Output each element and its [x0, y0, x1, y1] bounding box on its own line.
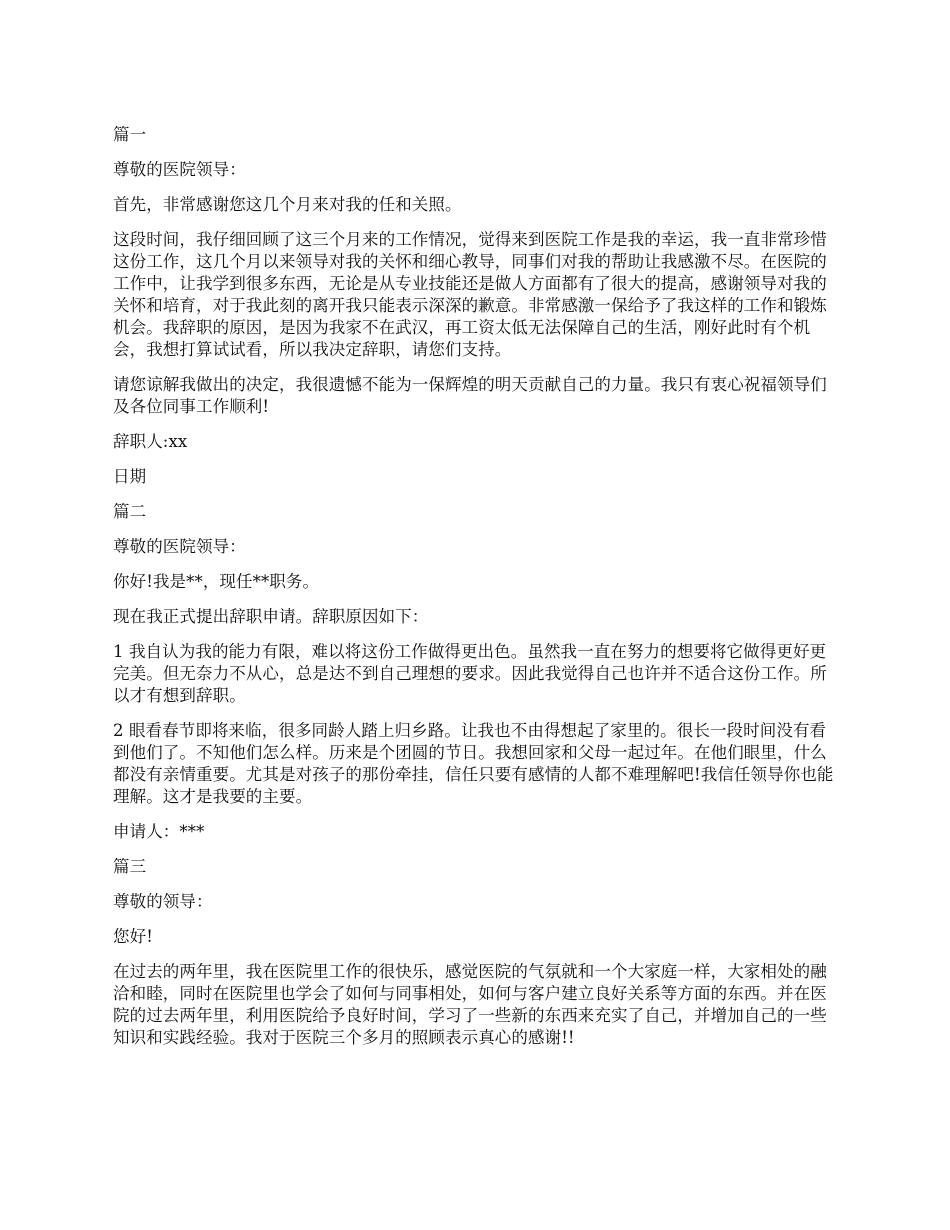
greeting-line: 您好!	[113, 927, 153, 946]
section-heading-1: 篇一	[113, 125, 147, 144]
signature-line: 辞职人:xx	[113, 432, 188, 451]
section-heading-2: 篇二	[113, 502, 147, 521]
document-body	[113, 124, 840, 1062]
body-paragraph: 现在我正式提出辞职申请。辞职原因如下：	[113, 607, 429, 626]
reason-item-1: 1 我自认为我的能力有限，难以将这份工作做得更出色。虽然我一直在努力的想要将它做得更好更完美。但无奈力不从心，总是达不到自己理想的要求。因此我觉得自己也许并不适合这份工作。所以才有想到辞职。	[113, 642, 827, 705]
section-heading-3: 篇三	[113, 857, 147, 876]
date-line: 日期	[113, 467, 147, 486]
salutation-1: 尊敬的医院领导：	[113, 160, 246, 179]
body-paragraph: 在过去的两年里，我在医院里工作的很快乐，感觉医院的气氛就和一个大家庭一样，大家相处的融洽和睦，同时在医院里也学会了如何与同事相处，如何与客户建立良好关系等方面的东西。并在医院的过去两年里，利用医院给予良好时间，学习了一些新的东西来充实了自己，并增加自己的一些知识和实践经验。我对于医院三个多月的照顾表示真心的感谢!!	[113, 962, 827, 1047]
salutation-3: 尊敬的领导：	[113, 892, 213, 911]
body-paragraph: 这段时间，我仔细回顾了这三个月来的工作情况，觉得来到医院工作是我的幸运，我一直非常珍惜这份工作，这几个月以来领导对我的关怀和细心教导，同事们对我的帮助让我感激不尽。在医院的工作中，让我学到很多东西，无论是从专业技能还是做人方面都有了很大的提高，感谢领导对我的关怀和培育，对于我此刻的离开我只能表示深深的歉意。非常感激一保给予了我这样的工作和锻炼机会。我辞职的原因，是因为我家不在武汉，再工资太低无法保障自己的生活，刚好此时有个机会，我想打算试试看，所以我决定辞职，请您们支持。	[113, 230, 827, 359]
body-paragraph: 你好!我是**，现任**职务。	[113, 572, 320, 591]
applicant-line: 申请人：***	[113, 822, 205, 841]
body-paragraph: 首先，非常感谢您这几个月来对我的任和关照。	[113, 195, 462, 214]
body-paragraph: 请您谅解我做出的决定，我很遗憾不能为一保辉煌的明天贡献自己的力量。我只有衷心祝福领导们及各位同事工作顺利!	[113, 375, 827, 416]
salutation-2: 尊敬的医院领导：	[113, 537, 246, 556]
reason-item-2: 2 眼看春节即将来临，很多同龄人踏上归乡路。让我也不由得想起了家里的。很长一段时间没有看到他们了。不知他们怎么样。历来是个团圆的节日。我想回家和父母一起过年。在他们眼里，什么都没有亲情重要。尤其是对孩子的那份牵挂，信任只要有感情的人都不难理解吧!我信任领导你也能理解。这才是我要的主要。	[113, 721, 834, 806]
